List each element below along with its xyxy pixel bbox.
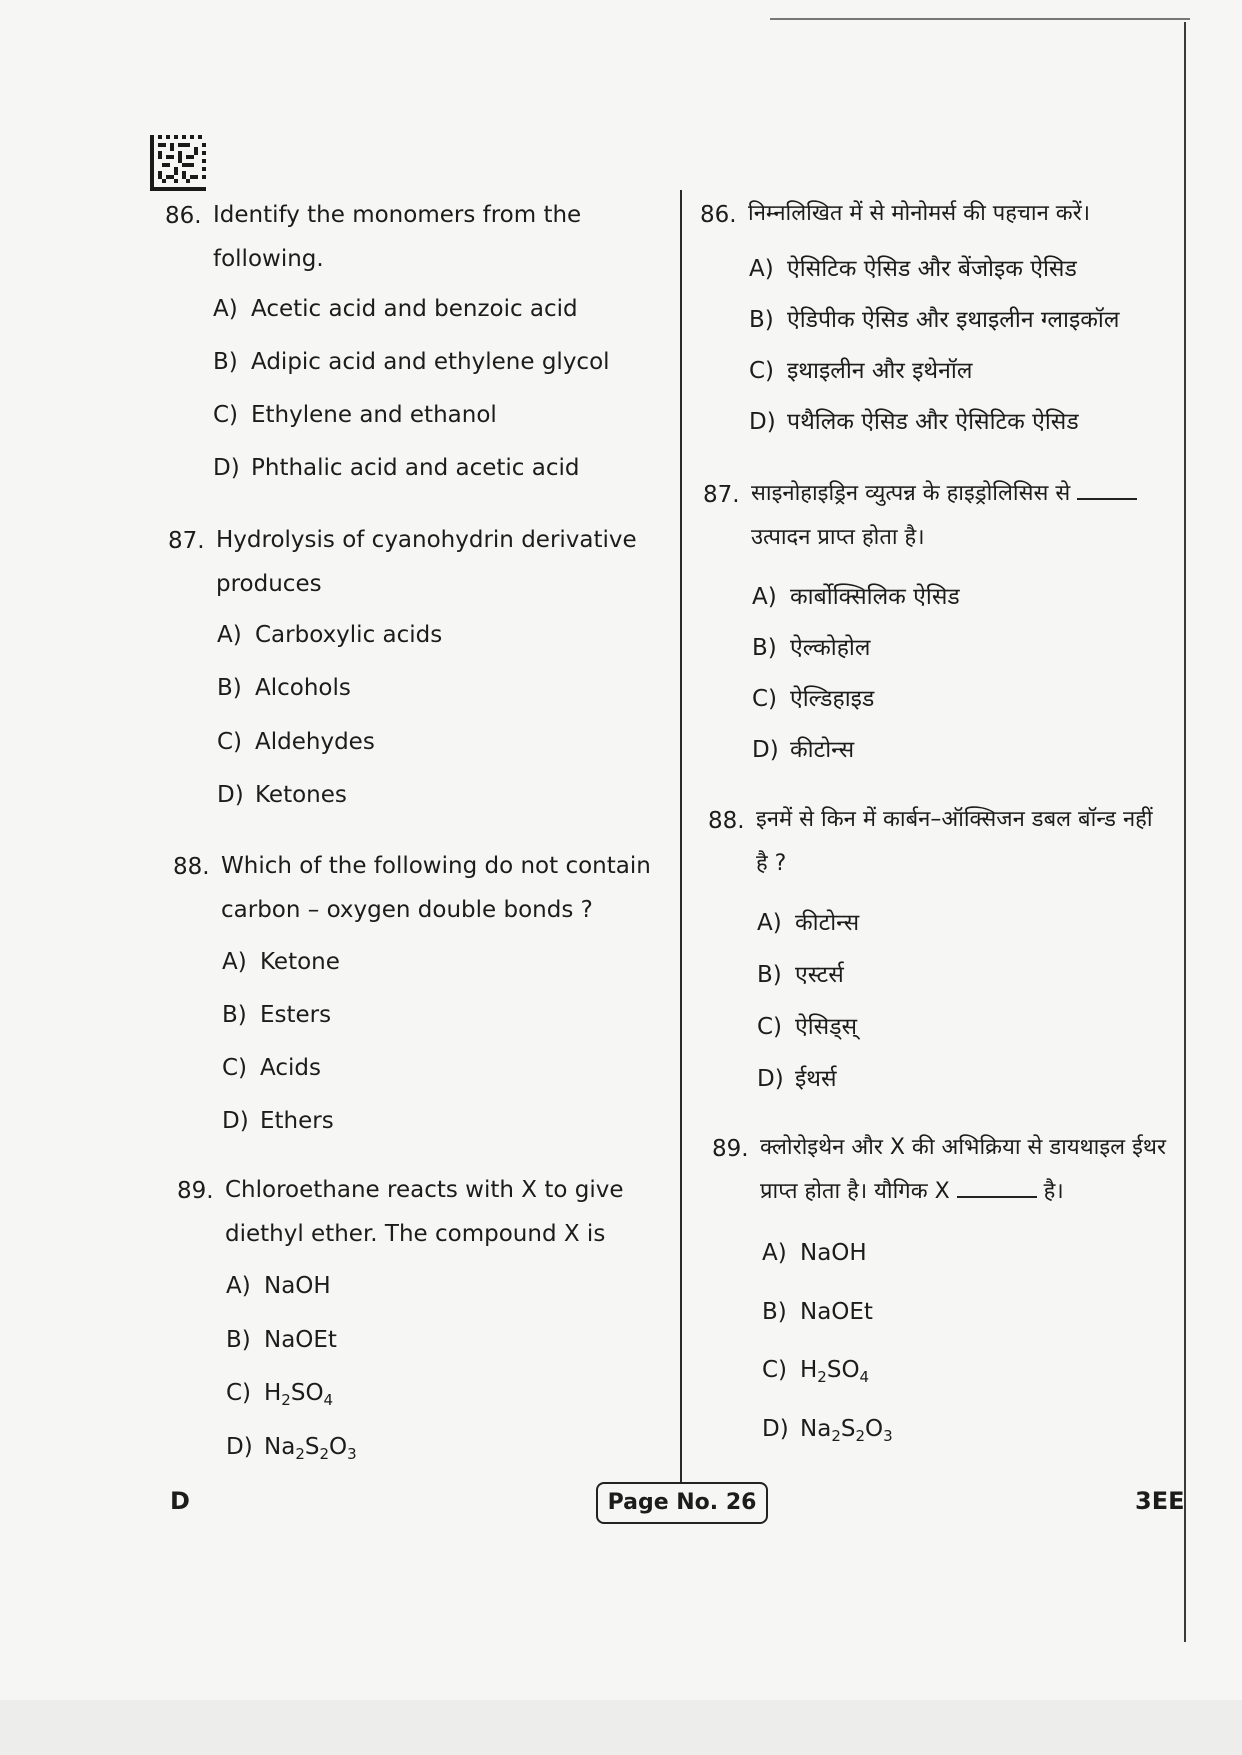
answer-blank xyxy=(957,1178,1037,1198)
question-number: 88. xyxy=(173,854,210,880)
option-89-c-hi: C) $H_2SO_4$ xyxy=(762,1357,870,1386)
question-text: Hydrolysis of cyanohydrin derivative produces xyxy=(216,527,637,597)
booklet-series: D xyxy=(170,1487,190,1515)
top-rule xyxy=(770,18,1190,20)
question-number: 86. xyxy=(700,202,737,228)
option-87-b-hi: B) ऐल्कोहोल xyxy=(752,635,871,661)
option-89-b-hi: B) NaOEt xyxy=(762,1299,873,1325)
question-text: निम्नलिखित में से मोनोमर्स की पहचान करें। xyxy=(748,201,1091,226)
question-number: 86. xyxy=(165,203,202,229)
question-number: 88. xyxy=(708,808,745,834)
qr-code-icon xyxy=(150,135,206,191)
option-86-b-en: B) Adipic acid and ethylene glycol xyxy=(213,349,610,375)
option-89-a-hi: A) NaOH xyxy=(762,1240,867,1266)
option-86-a-en: A) Acetic acid and benzoic acid xyxy=(213,296,578,322)
question-text: Chloroethane reacts with X to give diethyl ether. The compound X is xyxy=(225,1177,624,1247)
option-86-b-hi: B) ऐडिपीक ऐसिड और इथाइलीन ग्लाइकॉल xyxy=(749,307,1120,333)
option-86-d-en: D) Phthalic acid and acetic acid xyxy=(213,455,580,481)
right-margin-line xyxy=(1184,22,1186,1642)
option-89-d-hi: D) $Na_2S_2O_3$ xyxy=(762,1416,893,1445)
option-87-a-hi: A) कार्बोक्सिलिक ऐसिड xyxy=(752,584,960,610)
question-text: Which of the following do not contain carbon – oxygen double bonds ? xyxy=(221,853,651,923)
option-87-d-hi: D) कीटोन्स xyxy=(752,737,855,763)
option-87-c-hi: C) ऐल्डिहाइड xyxy=(752,686,875,712)
option-88-a-hi: A) कीटोन्स xyxy=(757,910,860,936)
question-text: इनमें से किन में कार्बन–ऑक्सिजन डबल बॉन्ड नहीं है ? xyxy=(756,807,1153,876)
option-86-c-hi: C) इथाइलीन और इथेनॉल xyxy=(749,358,973,384)
answer-blank xyxy=(1077,480,1137,500)
question-number: 87. xyxy=(168,528,205,554)
question-text: क्लोरोइथेन और X की अभिक्रिया से डायथाइल ईथर प्राप्त होता है। यौगिक X है। xyxy=(760,1135,1166,1204)
option-89-b-en: B) NaOEt xyxy=(226,1327,337,1353)
option-87-b-en: B) Alcohols xyxy=(217,675,351,701)
option-88-c-hi: C) ऐसिड्स् xyxy=(757,1014,858,1040)
page-number-box: Page No. 26 xyxy=(596,1482,768,1524)
question-number: 89. xyxy=(177,1178,214,1204)
option-88-a-en: A) Ketone xyxy=(222,949,340,975)
question-number: 87. xyxy=(703,482,740,508)
option-88-d-en: D) Ethers xyxy=(222,1108,334,1134)
option-88-b-hi: B) एस्टर्स xyxy=(757,962,844,988)
question-number: 89. xyxy=(712,1136,749,1162)
scan-bottom-band xyxy=(0,1700,1242,1755)
option-88-d-hi: D) ईथर्स xyxy=(757,1066,837,1092)
option-87-c-en: C) Aldehydes xyxy=(217,729,375,755)
option-86-d-hi: D) पथैलिक ऐसिड और ऐसिटिक ऐसिड xyxy=(749,409,1079,435)
column-divider xyxy=(680,190,682,1495)
option-89-a-en: A) NaOH xyxy=(226,1273,331,1299)
option-87-a-en: A) Carboxylic acids xyxy=(217,622,443,648)
option-89-c-en: C) $H_2SO_4$ xyxy=(226,1380,334,1409)
option-88-b-en: B) Esters xyxy=(222,1002,332,1028)
paper-code: 3EE xyxy=(1135,1487,1185,1515)
option-86-a-hi: A) ऐसिटिक ऐसिड और बेंजोइक ऐसिड xyxy=(749,256,1077,282)
question-text: Identify the monomers from the following. xyxy=(213,202,582,272)
option-89-d-en: D) $Na_2S_2O_3$ xyxy=(226,1434,357,1463)
option-88-c-en: C) Acids xyxy=(222,1055,321,1081)
question-text: साइनोहाइड्रिन व्युत्पन्न के हाइड्रोलिसिस से उत्पादन प्राप्त होता है। xyxy=(751,472,1171,560)
option-86-c-en: C) Ethylene and ethanol xyxy=(213,402,497,428)
option-87-d-en: D) Ketones xyxy=(217,782,347,808)
